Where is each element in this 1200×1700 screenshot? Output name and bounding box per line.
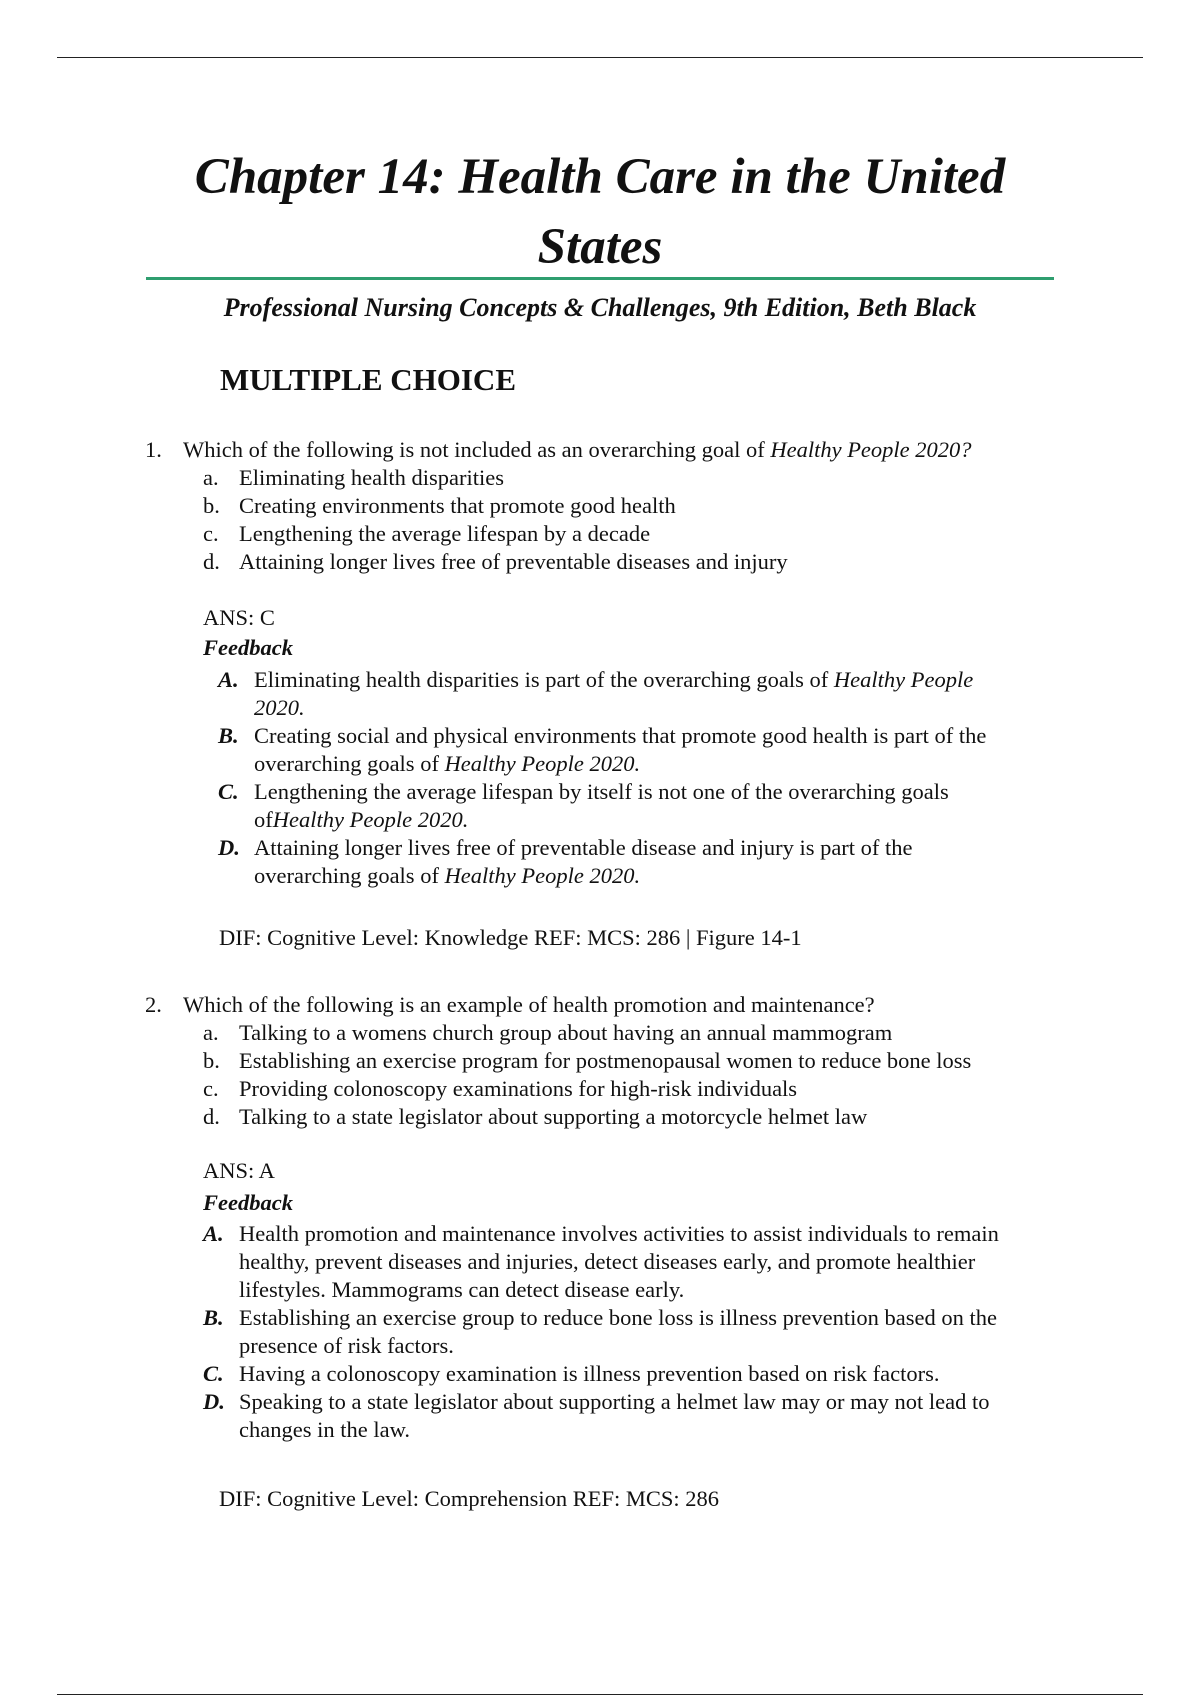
question-text-italic: Healthy People 2020? (770, 437, 972, 462)
option-text: Establishing an exercise program for postmenopausal women to reduce bone loss (239, 1048, 972, 1073)
question-metadata: DIF: Cognitive Level: Knowledge REF: MCS: 286 | Figure 14-1 (219, 925, 802, 950)
feedback-text: Establishing an exercise group to reduce bone loss is illness prevention based on the presence of risk factors. (239, 1305, 997, 1358)
feedback-text-italic: Healthy People 2020. (272, 807, 469, 832)
feedback-text: Lengthening the average lifespan by itself is not one of the overarching goals of (254, 779, 949, 832)
option-text: Talking to a state legislator about supporting a motorcycle helmet law (239, 1104, 868, 1129)
option-letter: d. (203, 549, 220, 574)
feedback-item (203, 1388, 1039, 1444)
book-subtitle: Professional Nursing Concepts & Challenges, 9th Edition, Beth Black (223, 293, 977, 322)
feedback-text: Attaining longer lives free of preventable disease and injury is part of the overarching goals of (254, 835, 913, 888)
feedback-item (218, 778, 1024, 834)
bottom-rule (57, 1694, 1143, 1695)
answer-option (203, 464, 788, 492)
feedback-letter: B. (218, 723, 239, 748)
option-letter: c. (203, 521, 219, 546)
page-title-line-2: States (537, 219, 663, 275)
question-text: Which of the following is an example of health promotion and maintenance? (183, 992, 875, 1017)
answer-options (203, 1019, 971, 1131)
option-letter: c. (203, 1076, 219, 1101)
feedback-letter: D. (218, 835, 240, 860)
feedback-text: Health promotion and maintenance involves activities to assist individuals to remain healthy, prevent diseases and injuries, detect diseases early, and promote healthier lifestyles. Mammograms can detect disease early. (239, 1221, 999, 1302)
page-title (0, 142, 1200, 282)
feedback-item (203, 1304, 1039, 1360)
page-title-line-1: Chapter 14: Health Care in the United (194, 149, 1006, 205)
option-letter: d. (203, 1104, 220, 1129)
answer-options (203, 464, 788, 576)
option-text: Creating environments that promote good health (239, 493, 676, 518)
feedback-letter: C. (218, 779, 239, 804)
feedback-letter: C. (203, 1361, 224, 1386)
feedback-item (218, 834, 1024, 890)
feedback-label: Feedback (203, 1190, 293, 1215)
feedback-item (203, 1220, 1039, 1304)
option-letter: a. (203, 465, 219, 490)
feedback-letter: A. (203, 1221, 224, 1246)
title-underline (146, 277, 1054, 280)
feedback-item (218, 666, 1024, 722)
option-letter: b. (203, 493, 220, 518)
feedback-text-italic: Healthy People 2020. (444, 751, 641, 776)
section-heading: MULTIPLE CHOICE (220, 362, 516, 397)
answer-option (203, 548, 788, 576)
answer-option (203, 520, 788, 548)
answer-option (203, 1075, 971, 1103)
question-stem (145, 991, 1105, 1019)
option-text: Talking to a womens church group about having an annual mammogram (239, 1020, 893, 1045)
feedback-letter: A. (218, 667, 239, 692)
option-letter: b. (203, 1048, 220, 1073)
option-text: Eliminating health disparities (239, 465, 504, 490)
answer-key: ANS: A (203, 1158, 275, 1183)
answer-key: ANS: C (203, 605, 275, 630)
question-metadata: DIF: Cognitive Level: Comprehension REF: MCS: 286 (219, 1486, 719, 1511)
question-text: Which of the following is not included as an overarching goal of (183, 437, 771, 462)
answer-option (203, 1019, 971, 1047)
answer-option (203, 492, 788, 520)
question-number: 2. (145, 992, 162, 1017)
option-text: Attaining longer lives free of preventable diseases and injury (239, 549, 788, 574)
top-rule (57, 57, 1143, 58)
feedback-list (203, 1220, 1039, 1444)
option-text: Lengthening the average lifespan by a decade (239, 521, 651, 546)
feedback-text: Creating social and physical environments that promote good health is part of the overarching goals of (254, 723, 987, 776)
feedback-item (203, 1360, 1039, 1388)
feedback-list (218, 666, 1024, 890)
feedback-text-italic: Healthy People 2020. (444, 863, 641, 888)
feedback-text: Eliminating health disparities is part of the overarching goals of (254, 667, 834, 692)
feedback-letter: D. (203, 1389, 225, 1414)
answer-option (203, 1047, 971, 1075)
question-number: 1. (145, 437, 162, 462)
feedback-text: Speaking to a state legislator about supporting a helmet law may or may not lead to changes in the law. (239, 1389, 990, 1442)
answer-option (203, 1103, 971, 1131)
feedback-item (218, 722, 1024, 778)
option-letter: a. (203, 1020, 219, 1045)
question-stem (145, 436, 1105, 464)
option-text: Providing colonoscopy examinations for high-risk individuals (239, 1076, 798, 1101)
feedback-label: Feedback (203, 635, 293, 660)
feedback-text-italic: Healthy People 2020. (254, 667, 974, 720)
feedback-text: Having a colonoscopy examination is illness prevention based on risk factors. (239, 1361, 940, 1386)
feedback-letter: B. (203, 1305, 224, 1330)
